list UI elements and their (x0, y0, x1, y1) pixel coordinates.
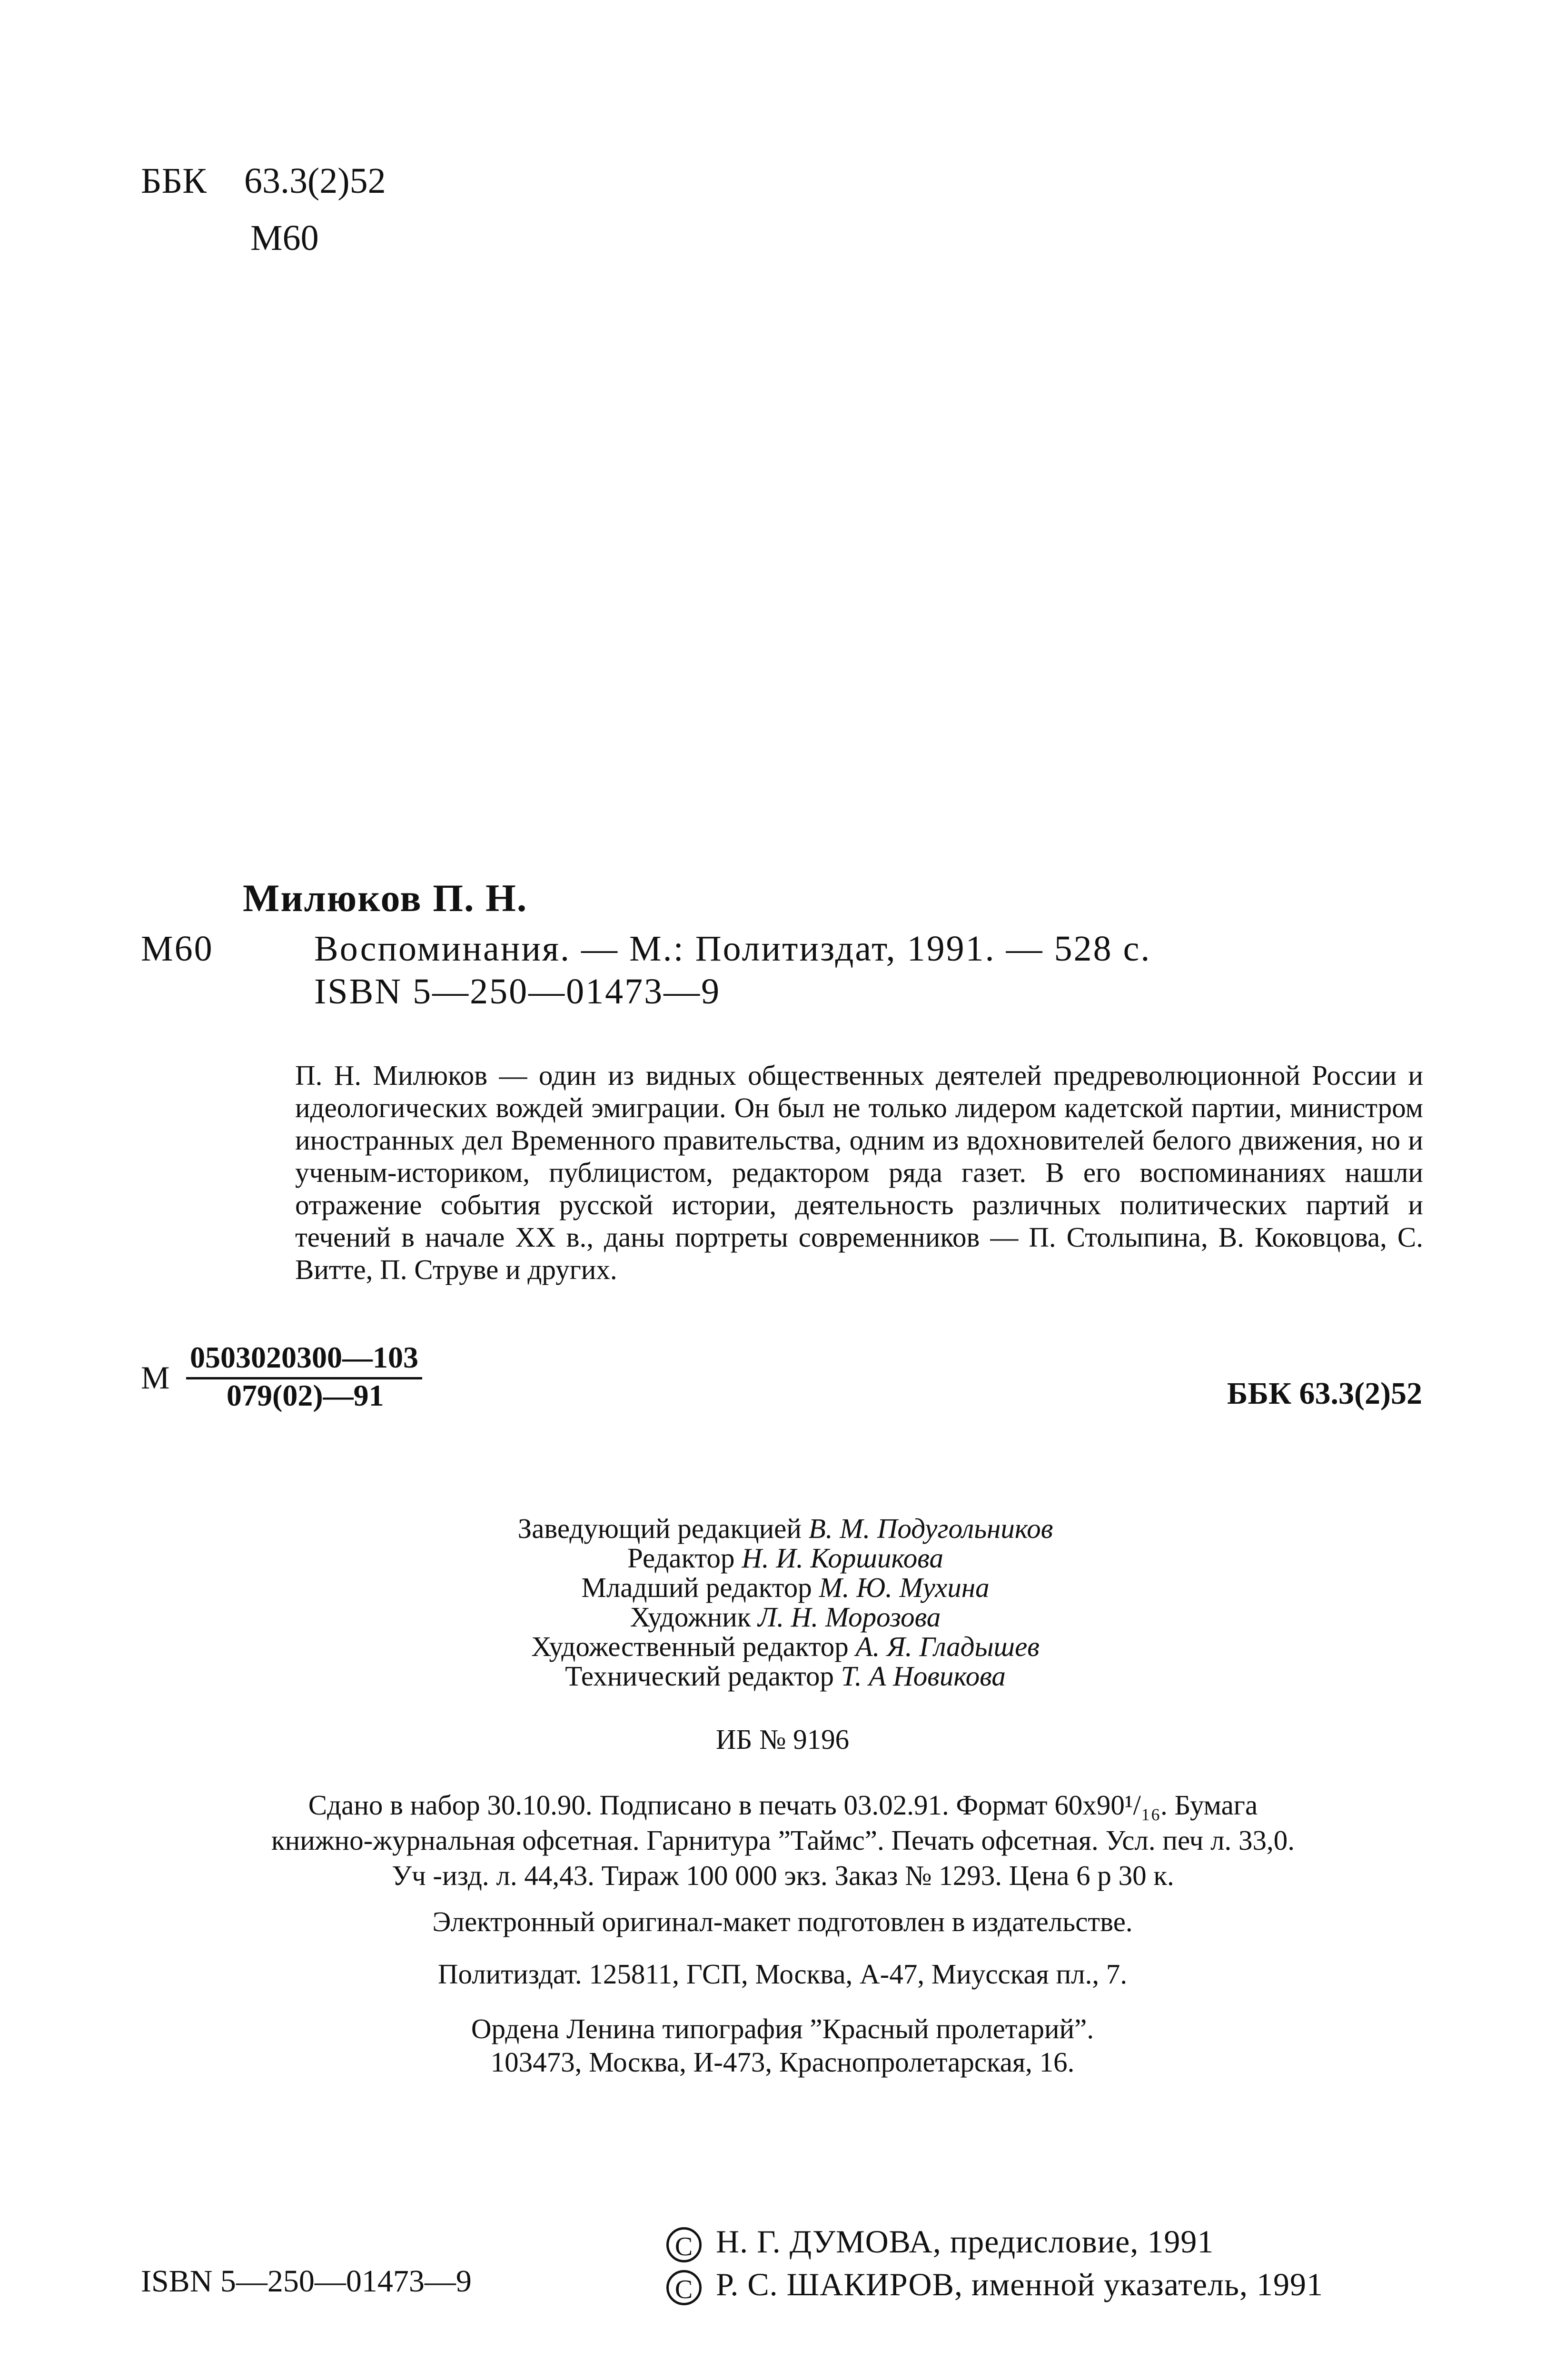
copyright-icon: C (666, 2227, 702, 2262)
index-denominator: 079(02)—91 (227, 1378, 384, 1412)
credit-name: Л. Н. Морозова (758, 1601, 941, 1633)
printing-details (200, 1787, 1366, 1893)
copyright-icon: C (666, 2270, 702, 2305)
editorial-credits (238, 1514, 1333, 1691)
credit-name: А. Я. Гладышев (855, 1631, 1040, 1662)
publisher-address: Политиздат. 125811, ГСП, Москва, А-47, Миусская пл., 7. (437, 1958, 1128, 1990)
printer-name: Ордена Ленина типография ”Красный пролетарий”. (471, 2013, 1094, 2044)
credit-name: Т. А Новикова (841, 1660, 1006, 1692)
catalog-author: Милюков П. Н. (243, 876, 528, 920)
copyright-text: Р. С. ШАКИРОВ, именной указатель, 1991 (716, 2266, 1324, 2302)
credit-role: Художник (630, 1601, 751, 1633)
layout-note: Электронный оригинал-макет подготовлен в издательстве. (432, 1906, 1133, 1937)
credit-role: Художественный редактор (531, 1631, 849, 1662)
ib-number: ИБ № 9196 (715, 1724, 850, 1755)
index-letter: М (141, 1359, 170, 1396)
printing-line: книжно-журнальная офсетная. Гарнитура ”Таймс”. Печать офсетная. Усл. печ л. 33,0. (271, 1825, 1295, 1856)
credit-row (238, 1514, 1333, 1543)
credit-role: Технический редактор (565, 1660, 834, 1692)
credit-role: Младший редактор (581, 1572, 812, 1603)
credit-name: М. Ю. Мухина (819, 1572, 990, 1603)
printing-line: Уч -изд. л. 44,43. Тираж 100 000 экз. Заказ № 1293. Цена 6 р 30 к. (392, 1860, 1174, 1891)
catalog-isbn-line: ISBN 5—250—01473—9 (314, 972, 721, 1012)
catalog-margin-code: М60 (141, 929, 214, 969)
copyright-line (666, 2223, 1214, 2262)
credit-role: Заведующий редакцией (517, 1513, 802, 1544)
copyright-line (666, 2266, 1323, 2305)
printer-address: 103473, Москва, И-473, Краснопролетарская, 16. (490, 2046, 1075, 2078)
printing-line: Сдано в набор 30.10.90. Подписано в печать 03.02.91. Формат 60x90¹/₁₆. Бумага (308, 1789, 1258, 1821)
credit-role: Редактор (627, 1542, 735, 1574)
isbn-bottom: ISBN 5—250—01473—9 (141, 2264, 472, 2299)
copyright-text: Н. Г. ДУМОВА, предисловие, 1991 (716, 2223, 1214, 2260)
author-mark: М60 (250, 218, 319, 258)
index-numerator: 0503020300—103 (186, 1340, 422, 1379)
bbk-label: ББК (141, 161, 207, 201)
bbk-code: 63.3(2)52 (244, 161, 386, 201)
credit-name: Н. И. Коршикова (742, 1542, 944, 1574)
credit-name: В. М. Подугольников (808, 1513, 1053, 1544)
bbk-right: ББК 63.3(2)52 (1227, 1376, 1422, 1411)
credit-row (238, 1632, 1333, 1661)
credit-row (238, 1661, 1333, 1691)
credit-row (238, 1573, 1333, 1602)
bbk-header (141, 157, 386, 258)
catalog-title-line: Воспоминания. — М.: Политиздат, 1991. — 528 с. (314, 929, 1151, 969)
credit-row (238, 1602, 1333, 1632)
annotation-paragraph: П. Н. Милюков — один из видных общественных деятелей предреволюционной России и идеологических вождей эмиграции. Он был не только лидером кадетской партии, министром иностранных дел Временного правительства, одним из вдохновителей белого движения, но и ученым-историком, публицистом, редактором ряда газет. В его воспоминаниях нашли отражение события русской истории, деятельность различных политических партий и течений в начале XX в., даны портреты современников — П. Столыпина, В. Коковцова, С. Витте, П. Струве и других. (295, 1060, 1423, 1285)
credit-row (238, 1543, 1333, 1573)
